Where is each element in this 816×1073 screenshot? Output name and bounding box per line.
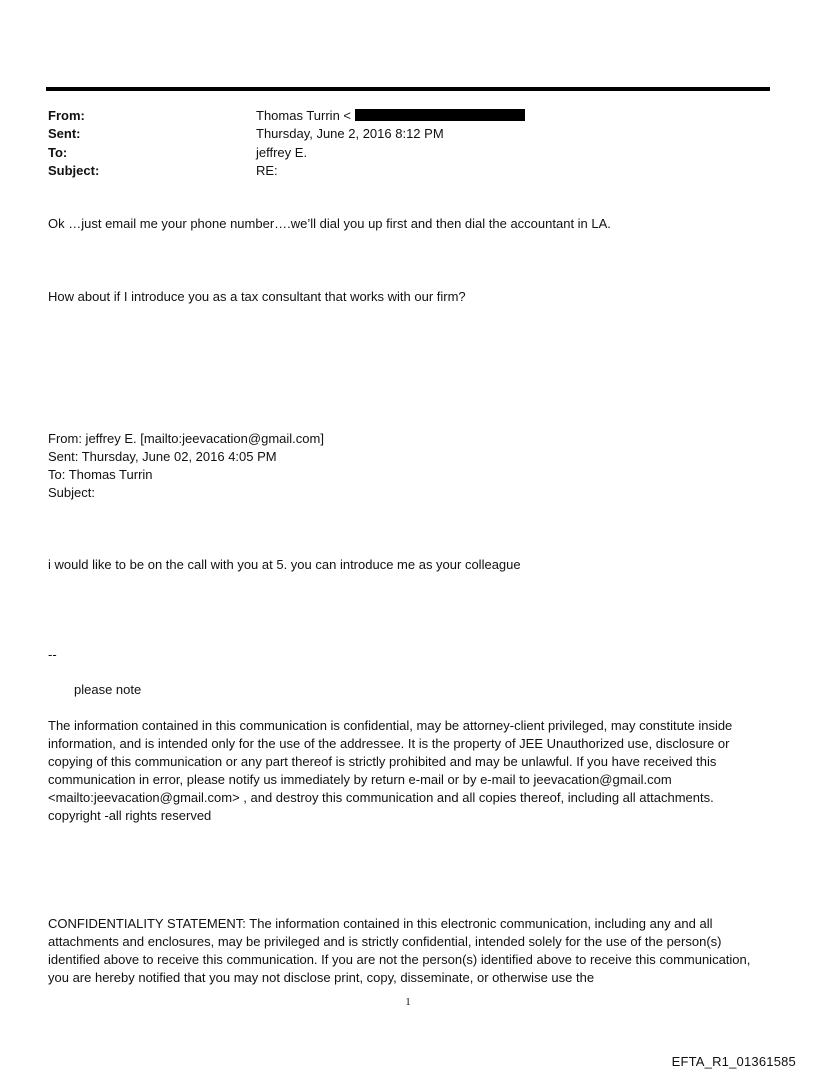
redaction-bar bbox=[355, 109, 525, 121]
confidentiality-statement: CONFIDENTIALITY STATEMENT: The information contained in this electronic communication, including any and all attachments and enclosures, may be privileged and is strictly confidential, intended solely for the use of the person(s) identified above to receive this communication. If you are not the person(s) identified above to receive this communication, you are hereby notified that you may not disclose print, copy, disseminate, or otherwise use the bbox=[48, 916, 751, 985]
signature-separator: -- bbox=[48, 647, 57, 662]
from-label: From: bbox=[48, 108, 85, 123]
quoted-subject: Subject: bbox=[48, 485, 95, 500]
subject-label: Subject: bbox=[48, 163, 100, 178]
signature-disclaimer: The information contained in this communication is confidential, may be attorney-client privileged, may constitute inside information, and is intended only for the use of the addressee. It is the property of JEE Unauthorized use, disclosure or copying of this communication or any part thereof is strictly prohibited and may be unlawful. If you have received this communication in error, please notify us immediately by return e-mail or by e-mail to jeevacation@gmail.com <mailto:jeevacation@gmail.com> , and destroy this communication and all copies thereof, including all attachments. copyright -all rights reserved bbox=[48, 718, 733, 823]
reply-line-1: Ok …just email me your phone number….we’ll dial you up first and then dial the accountant in LA. bbox=[48, 216, 611, 231]
subject-value: RE: bbox=[256, 163, 278, 178]
quoted-sent: Sent: Thursday, June 02, 2016 4:05 PM bbox=[48, 449, 277, 464]
sent-value: Thursday, June 2, 2016 8:12 PM bbox=[256, 126, 444, 141]
from-value bbox=[256, 107, 525, 125]
bates-number: EFTA_R1_01361585 bbox=[671, 1054, 796, 1069]
to-value: jeffrey E. bbox=[256, 145, 308, 160]
quoted-from: From: jeffrey E. [mailto:jeevacation@gmail.com] bbox=[48, 431, 324, 446]
to-label: To: bbox=[48, 145, 68, 160]
signature-note: please note bbox=[74, 682, 142, 697]
sent-label: Sent: bbox=[48, 126, 81, 141]
header-divider bbox=[46, 87, 770, 91]
quoted-to: To: Thomas Turrin bbox=[48, 467, 153, 482]
quoted-body: i would like to be on the call with you at 5. you can introduce me as your colleague bbox=[48, 557, 521, 572]
from-sender: Thomas Turrin < bbox=[256, 108, 352, 123]
page-number: 1 bbox=[405, 996, 411, 1008]
reply-line-2: How about if I introduce you as a tax consultant that works with our firm? bbox=[48, 289, 466, 304]
